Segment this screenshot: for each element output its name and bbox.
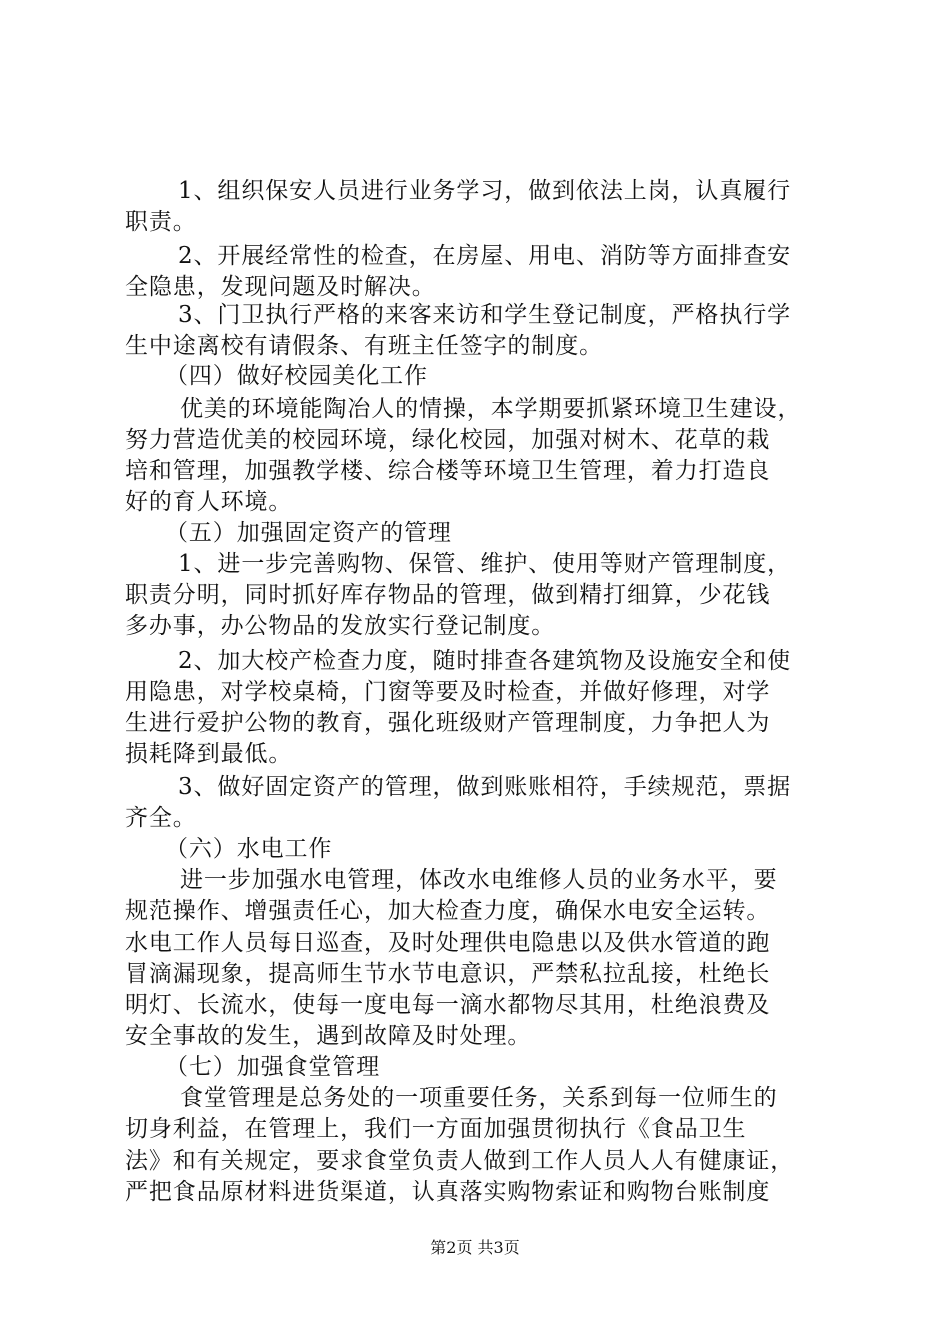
text-line: 损耗降到最低。 — [125, 741, 293, 767]
text-line: 优美的环境能陶冶人的情操，本学期要抓紧环境卫生建设， — [180, 396, 802, 422]
text-line: 职责。 — [125, 209, 197, 235]
text-line: 用隐患，对学校桌椅，门窗等要及时检查，并做好修理，对学 — [125, 679, 771, 705]
text-line: 培和管理，加强教学楼、综合楼等环境卫生管理，着力打造良 — [125, 458, 771, 484]
text-line: 全隐患，发现问题及时解决。 — [125, 274, 436, 300]
text-line: 2、开展经常性的检查，在房屋、用电、消防等方面排查安 — [178, 243, 792, 269]
text-line: 齐全。 — [125, 805, 197, 831]
text-line: 冒滴漏现象，提高师生节水节电意识，严禁私拉乱接，杜绝长 — [125, 961, 771, 987]
text-line: 法》和有关规定，要求食堂负责人做到工作人员人人有健康证， — [125, 1148, 795, 1174]
text-line: 规范操作、增强责任心，加大检查力度，确保水电安全运转。 — [125, 898, 771, 924]
text-line: 水电工作人员每日巡查，及时处理供电隐患以及供水管道的跑 — [125, 930, 771, 956]
text-line: 生进行爱护公物的教育，强化班级财产管理制度，力争把人为 — [125, 710, 771, 736]
section-heading: （七）加强食堂管理 — [165, 1054, 381, 1080]
text-line: 职责分明，同时抓好库存物品的管理，做到精打细算，少花钱 — [125, 582, 771, 608]
text-line: 食堂管理是总务处的一项重要任务，关系到每一位师生的 — [180, 1085, 778, 1111]
text-line: 1、组织保安人员进行业务学习，做到依法上岗，认真履行 — [178, 178, 792, 204]
text-line: 进一步加强水电管理，体改水电维修人员的业务水平，要 — [180, 867, 778, 893]
section-heading: （五）加强固定资产的管理 — [165, 520, 452, 546]
text-line: 生中途离校有请假条、有班主任签字的制度。 — [125, 333, 603, 359]
text-line: 3、门卫执行严格的来客来访和学生登记制度，严格执行学 — [178, 302, 792, 328]
page-number: 第2页 共3页 — [430, 1238, 520, 1257]
text-line: 1、进一步完善购物、保管、维护、使用等财产管理制度， — [178, 551, 792, 577]
text-line: 努力营造优美的校园环境，绿化校园，加强对树木、花草的栽 — [125, 427, 771, 453]
text-line: 严把食品原材料进货渠道，认真落实购物索证和购物台账制度 — [125, 1179, 771, 1205]
section-heading: （四）做好校园美化工作 — [165, 363, 428, 389]
text-line: 明灯、长流水，使每一度电每一滴水都物尽其用，杜绝浪费及 — [125, 992, 771, 1018]
text-line: 2、加大校产检查力度，随时排查各建筑物及设施安全和使 — [178, 648, 792, 674]
text-line: 好的育人环境。 — [125, 489, 293, 515]
text-line: 3、做好固定资产的管理，做到账账相符，手续规范，票据 — [178, 774, 792, 800]
section-heading: （六）水电工作 — [165, 836, 333, 862]
text-line: 切身利益，在管理上，我们一方面加强贯彻执行《食品卫生 — [125, 1116, 747, 1142]
text-line: 多办事，办公物品的发放实行登记制度。 — [125, 613, 556, 639]
text-line: 安全事故的发生，遇到故障及时处理。 — [125, 1023, 532, 1049]
